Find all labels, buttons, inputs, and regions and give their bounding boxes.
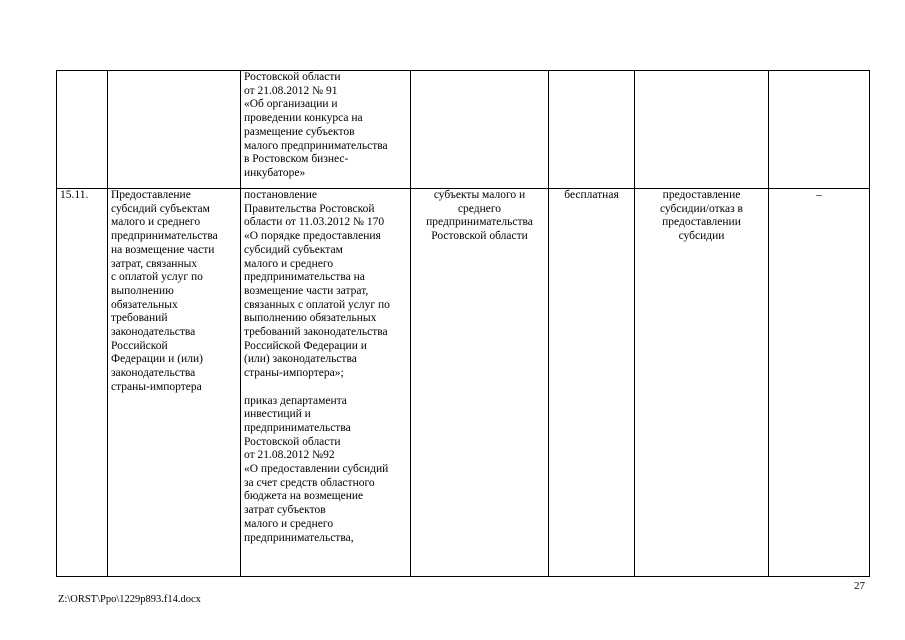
fee-cell xyxy=(549,71,635,189)
legal-basis-cell: постановление Правительства Ростовской области от 11.03.2012 № 170 «О порядке предоставления субсидий субъектам малого и среднего предпринимательства на возмещение части затрат, связанных с оплатой услуг по выполнению обязательных требований законодательства Российской Федерации и (или) законодательства страны-импортера»; приказ департамента инвестиций и предпринимательства Ростовской области от 21.08.2012 №92 «О предоставлении субсидий за счет средств областного бюджета на возмещение затрат субъектов малого и среднего предпринимательства, xyxy=(241,189,411,577)
row-number-cell: 15.11. xyxy=(57,189,108,577)
recipients-cell xyxy=(411,71,549,189)
row-number-cell xyxy=(57,71,108,189)
table-row xyxy=(57,71,870,189)
fee-cell: бесплатная xyxy=(549,189,635,577)
table-row xyxy=(57,189,870,577)
result-cell: предоставление субсидии/отказ в предоставлении субсидии xyxy=(635,189,769,577)
note-cell: – xyxy=(769,189,870,577)
service-name-cell: Предоставление субсидий субъектам малого и среднего предпринимательства на возмещение части затрат, связанных с оплатой услуг по выполнению обязательных требований законодательства Российской Федерации и (или) законодательства страны-импортера xyxy=(108,189,241,577)
page-number: 27 xyxy=(854,580,865,592)
legal-basis-cell: Ростовской области от 21.08.2012 № 91 «Об организации и проведении конкурса на размещение субъектов малого предпринимательства в Ростовском бизнес- инкубаторе» xyxy=(241,71,411,189)
note-cell xyxy=(769,71,870,189)
recipients-cell: субъекты малого и среднего предпринимательства Ростовской области xyxy=(411,189,549,577)
result-cell xyxy=(635,71,769,189)
footer-file-path: Z:\ORST\Ppo\1229p893.f14.docx xyxy=(58,594,201,605)
services-table xyxy=(56,70,870,577)
service-name-cell xyxy=(108,71,241,189)
